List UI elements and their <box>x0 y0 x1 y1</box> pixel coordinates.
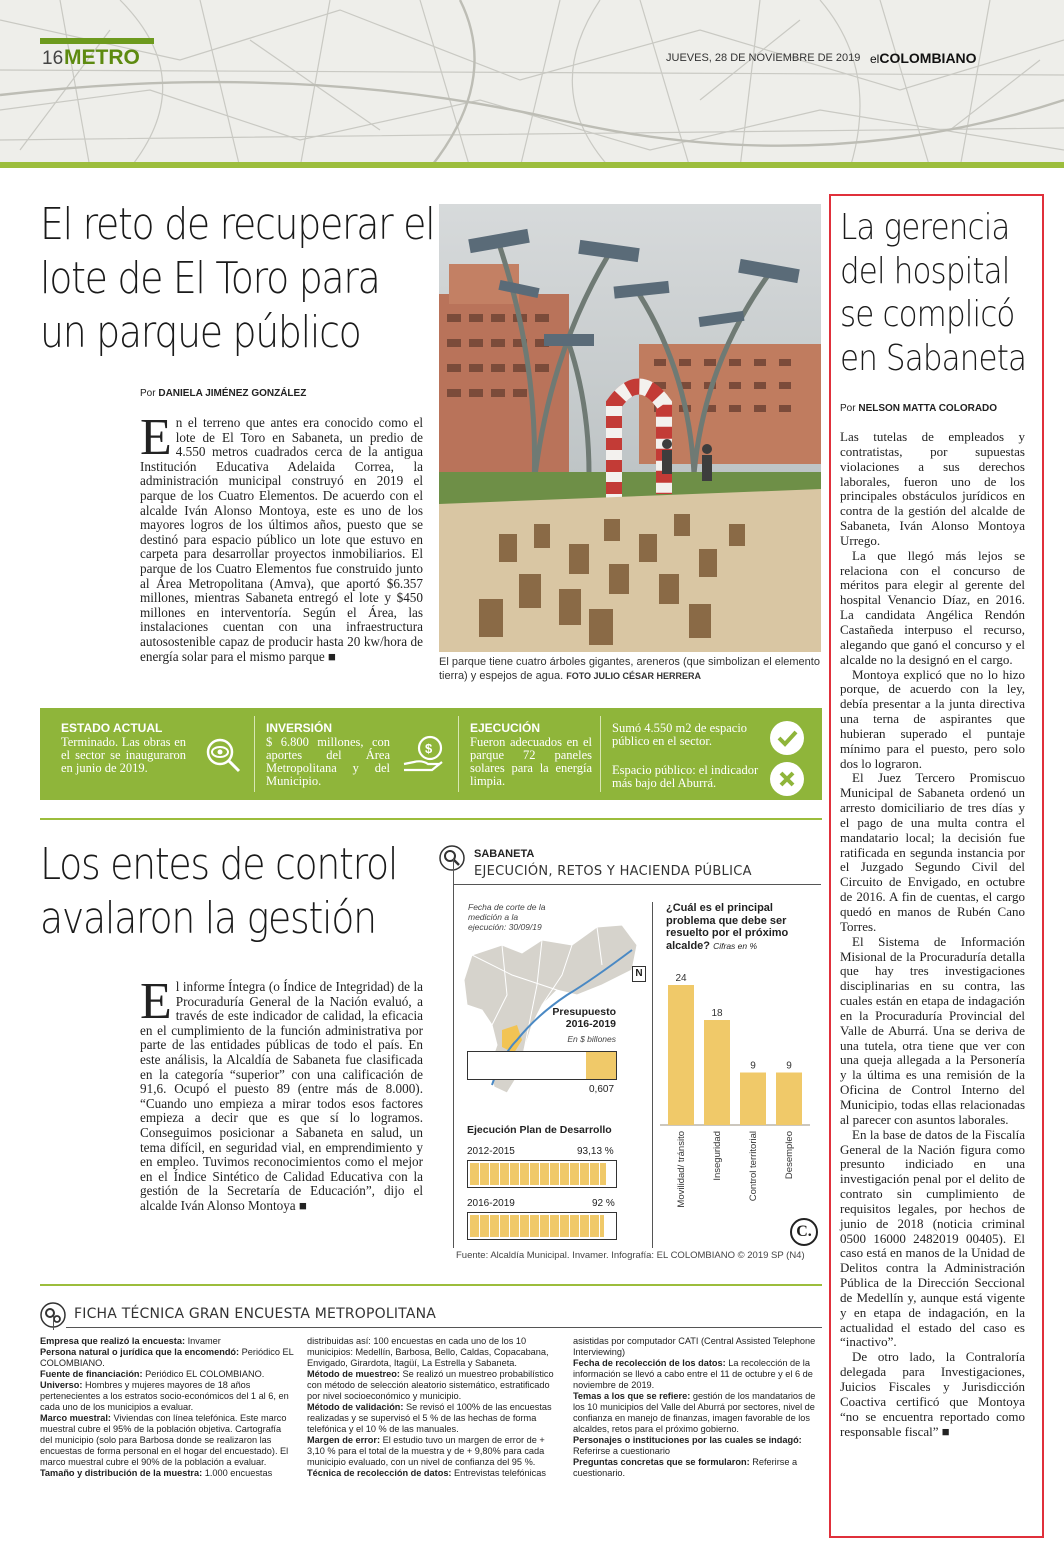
article1-byline: Por DANIELA JIMÉNEZ GONZÁLEZ <box>140 388 307 399</box>
infographic-divider <box>652 902 653 1248</box>
plan-bar-fill <box>470 1163 606 1185</box>
ficha-entry: Persona natural o jurídica que la encomendó: Periódico EL COLOMBIANO. <box>40 1347 294 1368</box>
ficha-entry: Universo: Hombres y mujeres mayores de 18 años pertenecientes a los estratos socio-económicos del 1 al 6, en cada uno de los municipios a evaluar. <box>40 1380 289 1412</box>
positive-note: Sumó 4.550 m2 de espacio público en el sector. <box>612 721 748 748</box>
check-icon <box>770 721 804 755</box>
budget-bar-fill <box>586 1052 616 1079</box>
dropcap: E <box>140 409 172 466</box>
chart-bar <box>668 985 694 1125</box>
ficha-entry: Técnica de recolección de datos: Entrevistas telefónicas <box>307 1468 546 1478</box>
sidebar-headline: La gerencia del hospital se complicó en Sabaneta <box>840 207 1027 379</box>
article2-headline: Los entes de control avalaron la gestión <box>40 839 398 944</box>
sidebar-paragraph: Montoya explicó que no lo hizo porque, de acuerdo con la ley, debía presentar a la junta directiva una terna de aspirantes que hubieran superado el puntaje mínimo para el puesto, pero solo dos lo lograron. <box>840 666 1025 771</box>
ficha-entry: Tamaño y distribución de la muestra: 1.000 encuestas <box>40 1468 273 1478</box>
ficha-entry: Fecha de recolección de los datos: La recolección de la información se llevó a cabo entre el 11 de octubre y el 6 de noviembre de 2019. <box>573 1358 813 1390</box>
chart-data-label: 9 <box>750 1060 756 1072</box>
cut-date-note: Fecha de corte de la medición a la ejecución: 30/09/19 <box>468 902 546 932</box>
chart-bar <box>704 1020 730 1125</box>
sidebar-paragraph: El Juez Tercero Promiscuo Municipal de Sabaneta ordenó un arresto domiciliario de tres días y el pago de una multa contra el mandatario local; la decisión fue ratificada en segunda instancia por el Juzgado Segundo Civil del Circuito de Envigado, en octubre de 2016. A fin de cuentas, el cargo quedó en manos de Rubén Cano Torres. <box>840 770 1025 934</box>
survey-bar-chart <box>660 965 815 1250</box>
infographic-frame-line <box>453 884 821 885</box>
map-background <box>0 0 1064 168</box>
sidebar-paragraph: La que llegó más lejos se relaciona con el concurso de méritos para elegir al gerente del hospital Venancio Díaz, en 2016. La candidata Angélica Rendón Castañeda interpuso el recurso, alegando que ganó el concurso y el alcalde no la designó en el cargo. <box>840 547 1025 667</box>
inversion-title: INVERSIÓN <box>266 721 333 735</box>
ficha-column <box>40 1336 294 1479</box>
page-header <box>0 0 1064 168</box>
plan-bar-fill <box>470 1215 604 1237</box>
photo-caption: El parque tiene cuatro árboles gigantes, areneros (que simbolizan el elemento tierra) y espejos de agua. FOTO JULIO CÉSAR HERRERA <box>439 656 820 682</box>
plan-value: 93,13 % <box>577 1146 614 1157</box>
ficha-title: FICHA TÉCNICA GRAN ENCUESTA METROPOLITANA <box>74 1306 437 1322</box>
ficha-frame-line <box>53 1316 54 1330</box>
ficha-entry: Preguntas concretas que se formularon: Referirse a cuestionario. <box>573 1457 798 1478</box>
section-divider <box>40 818 822 820</box>
chart-category-label: Control territorial <box>748 1131 759 1202</box>
ficha-entry: Método de muestreo: Se realizó un muestreo probabilístico con método de selección aleatorio sistemático, estratificado por nivel socioeconómico y municipio. <box>307 1369 554 1401</box>
plan-bar-2016 <box>467 1212 617 1240</box>
ficha-entry: Fuente de financiación: Periódico EL COLOMBIANO. <box>40 1369 265 1379</box>
plan-title: Ejecución Plan de Desarrollo <box>467 1124 612 1136</box>
survey-question: ¿Cuál es el principal problema que debe ser resuelto por el próximo alcalde? Cifras en % <box>666 902 789 952</box>
chart-bar <box>740 1073 766 1126</box>
ficha-entry: asistidas por computador CATI (Central Assisted Telephone Interviewing) <box>573 1336 816 1357</box>
ficha-divider <box>40 1284 822 1286</box>
infographic-place: SABANETA <box>474 848 535 860</box>
chart-bar <box>776 1073 802 1126</box>
newspaper-logo: elCOLOMBIANO <box>870 50 977 66</box>
budget-title: Presupuesto 2016-2019 <box>552 1006 616 1030</box>
section-name: METRO <box>64 46 140 69</box>
section-tab <box>40 38 154 44</box>
ejecucion-title: EJECUCIÓN <box>470 721 541 735</box>
ficha-entry: Empresa que realizó la encuesta: Invamer <box>40 1336 221 1346</box>
cross-icon <box>770 762 804 796</box>
sidebar-paragraph: En la base de datos de la Fiscalía General de la Nación figura como presunto indiciado en una investigación penal por el delito de contrato sin cumplimiento de requisitos legales, por hechos de junio de 2018 (noticia criminal 0500 16000 2482019 00405). El caso está en manos de la Unidad de Delitos contra la Administración Pública de la Dirección Seccional de Medellín y, aunque está vigente y en etapa de indagación, en la actualidad el estado del caso es “inactivo”. <box>840 1126 1025 1350</box>
photo-credit: FOTO JULIO CÉSAR HERRERA <box>566 671 702 681</box>
magnifier-icon <box>439 845 465 876</box>
status-separator <box>600 716 601 792</box>
money-hand-icon <box>402 734 446 779</box>
estado-text: Terminado. Las obras en el sector se inauguraron en junio de 2019. <box>61 735 186 775</box>
ficha-entry: Temas a los que se refiere: gestión de los mandatarios de los 10 municipios del Valle del Aburrá por sectores, nivel de confianza en manejo de finanzas, imagen favorable de los alcaldes, retos para el próximo gobierno. <box>573 1391 816 1434</box>
plan-bar-2012 <box>467 1160 617 1188</box>
estado-title: ESTADO ACTUAL <box>61 721 163 735</box>
eye-search-icon <box>203 736 243 779</box>
status-separator <box>458 716 459 792</box>
ficha-frame-line <box>66 1327 822 1328</box>
article2-body: El informe Íntegra (o Índice de Integridad) de la Procuraduría General de la Nación evaluó, a través de este indicador de calidad, la eficacia en el cumplimiento de la función administrativa por parte de las entidades públicas de todo el país. En este análisis, la Alcaldía de Sabaneta fue clasificada en la categoría “superior” con una calificación de 91,6. Ocupó el puesto 89 (entre más de 8.000). “Cuando uno empieza a mirar todos esos factores empieza a decir que es que sí lo logramos. Conseguimos posicionar a Sabaneta en salud, un tema difícil, en seguridad vial, en emprendimiento y en empleo. Tuvimos reconocimientos como el mejor en el Índice Sintético de Calidad Educativa con la gestión de la Secretaría de Educación”, dijo el alcalde Iván Alonso Montoya ■ <box>140 973 423 1213</box>
inversion-text: $ 6.800 millones, con aportes del Área Metropolitana y del Municipio. <box>266 735 390 788</box>
chart-data-label: 18 <box>711 1008 723 1019</box>
plan-period: 2016-2019 <box>467 1198 515 1209</box>
negative-note: Espacio público: el indicador más bajo del Aburrá. <box>612 763 759 790</box>
chart-category-label: Inseguridad <box>712 1131 723 1181</box>
chart-data-label: 9 <box>786 1060 792 1072</box>
chart-category-label: Desempleo <box>784 1131 795 1180</box>
chart-category-label: Movilidad/ tránsito <box>676 1131 687 1208</box>
ficha-column <box>307 1336 559 1479</box>
ficha-entry: Personajes o instituciones por las cuales se indagó: Referirse a cuestionario <box>573 1435 802 1456</box>
plan-period: 2012-2015 <box>467 1146 515 1157</box>
sidebar-byline: Por NELSON MATTA COLORADO <box>840 403 998 414</box>
issue-date: JUEVES, 28 DE NOVIEMBRE DE 2019 <box>666 52 861 64</box>
article1-headline: El reto de recuperar el lote de El Toro para un parque público <box>40 199 435 358</box>
article1-body: En el terreno que antes era conocido como el lote de El Toro en Sabaneta, un predio de 4.550 metros cuadrados cerca de la antigua Institución Educativa Adelaida Correa, la administración municipal construyó en 2019 el parque de los Cuatro Elementos. De acuerdo con el alcalde Iván Alonso Montoya, este es uno de los mayores logros de los últimos años, puesto que se destinó para espacio público un lote que estuvo en carpeta para desarrollar proyectos inmobiliarios. El parque de los Cuatro Elementos fue construido junto al Área Metropolitana (Amva), que aportó $6.357 millones, mientras Sabaneta entregó el lote y $450 millones en interventoría. Según el Área, las instalaciones cuentan con una infraestructura autosostenible capaz de producir hasta 20 kw/hora de energía solar para el mismo parque ■ <box>140 409 423 664</box>
ficha-entry: Método de validación: Se revisó el 100% de las encuestas realizadas y se supervisó el 5 % de las hechas de forma telefónica y el 10 % de las manuales. <box>307 1402 552 1434</box>
elcolombiano-logo: C. <box>790 1218 818 1246</box>
ficha-entry: distribuidas así: 100 encuestas en cada uno de los 10 municipios: Medellín, Barbosa, Bello, Caldas, Copacabana, Envigado, Girardota, Itagüí, La Estrella y Sabaneta. <box>307 1336 549 1368</box>
dropcap: E <box>140 973 172 1030</box>
infographic-frame-line <box>453 858 454 1248</box>
ejecucion-text: Fueron adecuados en el parque 72 paneles solares para la energía limpia. <box>470 735 592 788</box>
north-arrow-icon: N <box>632 966 646 982</box>
infographic-title: EJECUCIÓN, RETOS Y HACIENDA PÚBLICA <box>474 864 752 879</box>
park-photo <box>439 204 821 652</box>
chart-data-label: 24 <box>675 973 687 984</box>
svg-text:$: $ <box>425 741 433 756</box>
budget-value: 0,607 <box>589 1084 615 1095</box>
sidebar-body <box>840 430 1025 1439</box>
ficha-column <box>573 1336 823 1479</box>
header-rule <box>0 162 1064 168</box>
sidebar-paragraph: De otro lado, la Contraloría delegada para Investigaciones, Juicios Fiscales y Jurisdicción Coactiva certificó que Montoya “no se encuentra reportado como responsable fiscal” ■ <box>840 1349 1025 1439</box>
sidebar-paragraph: Las tutelas de empleados y contratistas, por supuestas violaciones a sus derechos laborales, fueron uno de los principales obstáculos jurídicos en contra de la gestión del alcalde de Sabaneta, Iván Alonso Montoya Urrego. <box>840 429 1025 548</box>
page-number: 16 <box>42 48 64 69</box>
plan-value: 92 % <box>592 1198 615 1209</box>
budget-bar <box>467 1051 617 1080</box>
ficha-entry: Marco muestral: Viviendas con línea telefónica. Este marco muestral cubre el 95% de la población objetiva. Cartografía del municipio (solo para Barbosa donde se realizaron las encuestas de forma personal en el hogar del encuestado). El marco muestral cubre el 90% de la población a evaluar. <box>40 1413 289 1467</box>
status-separator <box>254 716 255 792</box>
budget-unit: En $ billones <box>567 1034 616 1044</box>
infographic-source: Fuente: Alcaldía Municipal. Invamer. Infografía: EL COLOMBIANO © 2019 SP (N4) <box>456 1250 805 1261</box>
ficha-entry: Margen de error: El estudio tuvo un margen de error de + 3,10 % para el total de la muestra y de + 9,80% para cada municipio evaluado, con un nivel de confianza del 95 %. <box>307 1435 545 1467</box>
sidebar-paragraph: El Sistema de Información Misional de la Procuraduría detalla que hay tres investigaciones disciplinarias en su contra, las cuales están en etapa de indagación en la Procuraduría Provincial del Valle de Aburrá. Una se deriva de una tutela, otra tiene que ver con una queja allegada a la Personería y la última es una remisión de la Oficina de Control Interno del Municipio, todas ellas relacionadas al parecer con asuntos laborales. <box>840 933 1025 1127</box>
